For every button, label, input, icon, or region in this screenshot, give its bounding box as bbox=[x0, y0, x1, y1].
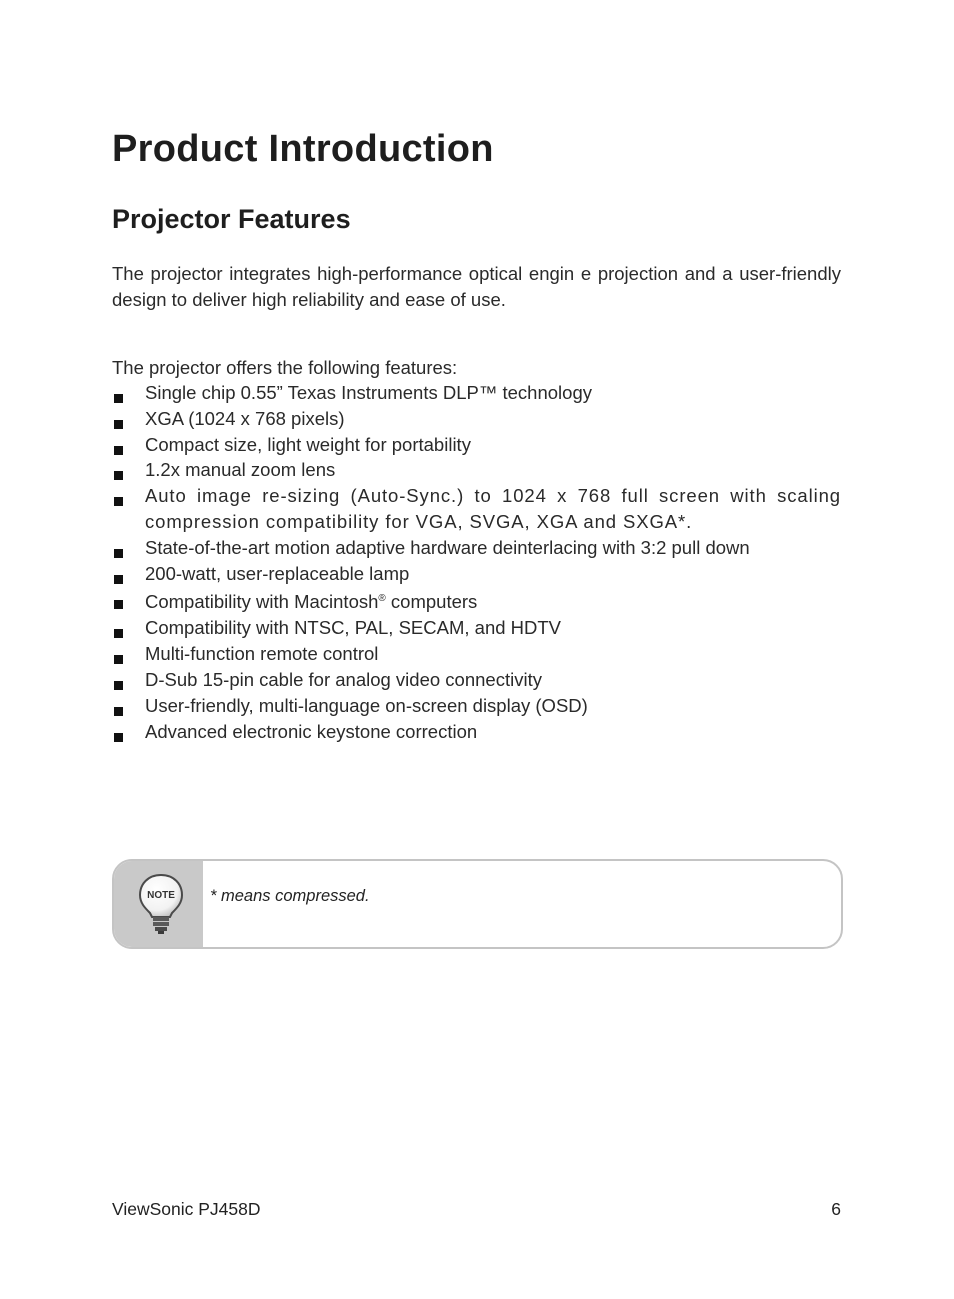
square-bullet-icon bbox=[114, 600, 123, 609]
registered-mark: ® bbox=[378, 593, 386, 605]
feature-text: Auto image re-sizing (Auto-Sync.) to 1024 x 768 full screen with scaling compression compatibility for VGA, SVGA, XGA and SXGA*. bbox=[145, 485, 841, 532]
feature-item bbox=[112, 561, 841, 587]
feature-item bbox=[112, 667, 841, 693]
note-box bbox=[112, 859, 843, 949]
feature-item bbox=[112, 432, 841, 458]
square-bullet-icon bbox=[114, 471, 123, 480]
feature-text: Multi-function remote control bbox=[145, 643, 379, 665]
feature-text: XGA (1024 x 768 pixels) bbox=[145, 407, 345, 429]
intro-paragraph: The projector integrates high-performance optical engin e projection and a user-friendly design to deliver high reliability and ease of use. bbox=[112, 263, 841, 310]
feature-text: State-of-the-art motion adaptive hardware deinterlacing with 3:2 pull down bbox=[145, 536, 750, 558]
square-bullet-icon bbox=[114, 655, 123, 664]
feature-text: Compatibility with Macintosh bbox=[145, 591, 379, 613]
features-lead: The projector offers the following features: bbox=[112, 357, 458, 378]
square-bullet-icon bbox=[114, 707, 123, 716]
feature-text: D-Sub 15-pin cable for analog video connectivity bbox=[145, 668, 542, 690]
section-title: Projector Features bbox=[112, 204, 351, 234]
feature-item bbox=[112, 483, 841, 535]
feature-item bbox=[112, 535, 841, 561]
feature-text: Compatibility with NTSC, PAL, SECAM, and HDTV bbox=[145, 617, 562, 639]
feature-item bbox=[112, 406, 841, 432]
square-bullet-icon bbox=[114, 446, 123, 455]
feature-text: User-friendly, multi-language on-screen display (OSD) bbox=[145, 694, 588, 716]
square-bullet-icon bbox=[114, 629, 123, 638]
note-text: * means compressed. bbox=[210, 887, 370, 905]
square-bullet-icon bbox=[114, 549, 123, 558]
feature-item bbox=[112, 719, 841, 745]
square-bullet-icon bbox=[114, 681, 123, 690]
square-bullet-icon bbox=[114, 420, 123, 429]
square-bullet-icon bbox=[114, 497, 123, 506]
feature-text: Single chip 0.55” Texas Instruments DLP™ technology bbox=[145, 382, 592, 403]
feature-text: 200-watt, user-replaceable lamp bbox=[145, 562, 410, 584]
feature-item bbox=[112, 693, 841, 719]
page-title: Product Introduction bbox=[112, 128, 494, 170]
square-bullet-icon bbox=[114, 733, 123, 742]
feature-item bbox=[112, 615, 841, 641]
square-bullet-icon bbox=[114, 575, 123, 584]
feature-text-suffix: computers bbox=[385, 591, 478, 613]
feature-item bbox=[112, 641, 841, 667]
feature-list bbox=[112, 380, 841, 744]
footer-page-number: 6 bbox=[831, 1199, 841, 1219]
footer-product-name: ViewSonic PJ458D bbox=[112, 1199, 261, 1219]
feature-item bbox=[112, 380, 841, 406]
feature-text: 1.2x manual zoom lens bbox=[145, 459, 336, 481]
feature-text: Advanced electronic keystone correction bbox=[145, 720, 478, 742]
square-bullet-icon bbox=[114, 394, 123, 403]
feature-item bbox=[112, 586, 841, 615]
feature-text: Compact size, light weight for portability bbox=[145, 433, 471, 455]
feature-item bbox=[112, 457, 841, 483]
note-icon-panel bbox=[114, 861, 203, 947]
note-icon-label: NOTE bbox=[147, 890, 175, 901]
lightbulb-note-icon bbox=[138, 873, 184, 935]
